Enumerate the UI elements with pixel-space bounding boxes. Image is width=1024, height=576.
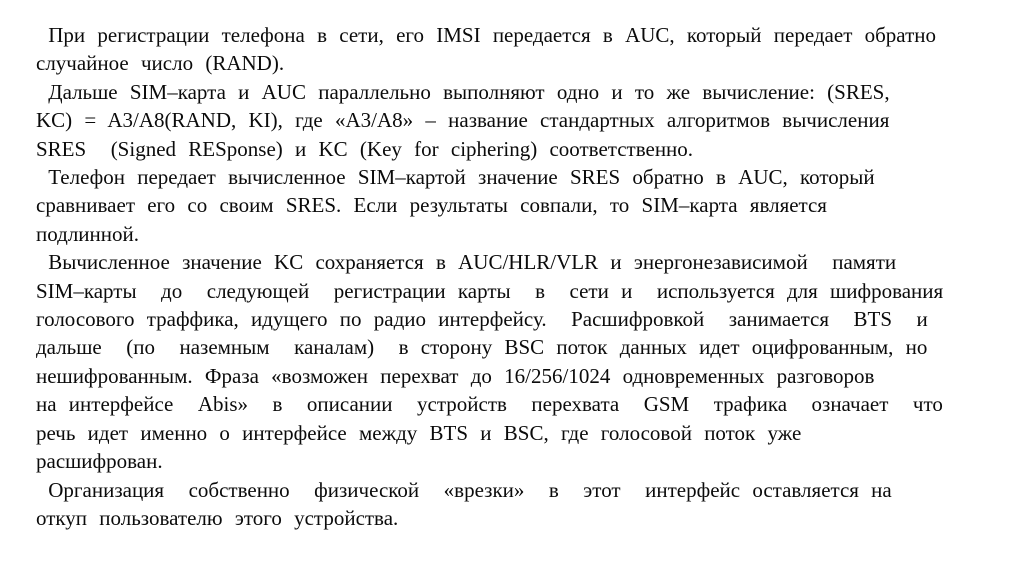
text-line: нешифрованным. Фраза «возможен перехват до 16/256/1024 одновременных разговоров — [36, 363, 875, 388]
text-line: случайное число (RAND). — [36, 51, 285, 76]
text-line: дальше (по наземным каналам) в сторону BSC поток данных идет оцифрованным, но — [36, 335, 928, 360]
text-line: KC) = A3/A8(RAND, KI), где «А3/А8» – название стандартных алгоритмов вычисления — [36, 108, 890, 133]
paragraph — [36, 78, 986, 163]
text-block — [36, 21, 986, 532]
paragraph — [36, 476, 986, 533]
text-line: расшифрован. — [36, 449, 163, 474]
text-line: SRES (Signed RESponse) и KC (Key for ciphering) соответственно. — [36, 136, 694, 161]
text-line: на интерфейсе Abis» в описании устройств перехвата GSM трафика означает что — [36, 392, 943, 417]
text-line: откуп пользователю этого устройства. — [36, 505, 399, 530]
text-line: Вычисленное значение KC сохраняется в AUC/HLR/VLR и энергонезависимой памяти — [36, 250, 897, 275]
text-line: голосового траффика, идущего по радио интерфейсу. Расшифровкой занимается BTS и — [36, 307, 928, 332]
paragraph — [36, 21, 986, 78]
text-line: Организация собственно физической «врезки» в этот интерфейс оставляется на — [36, 477, 892, 502]
text-line: речь идет именно о интерфейсе между BTS и BSC, где голосовой поток уже — [36, 420, 802, 445]
text-line: сравнивает его со своим SRES. Если результаты совпали, то SIM–карта является — [36, 193, 827, 218]
text-line: SIM–карты до следующей регистрации карты в сети и используется для шифрования — [36, 278, 944, 303]
text-line: Дальше SIM–карта и AUC параллельно выполняют одно и то же вычисление: (SRES, — [36, 79, 890, 104]
text-line: подлинной. — [36, 221, 140, 246]
paragraph — [36, 248, 986, 475]
text-line: При регистрации телефона в сети, его IMSI передается в AUC, который передает обратно — [36, 23, 937, 47]
text-line: Телефон передает вычисленное SIM–картой значение SRES обратно в AUC, который — [36, 165, 875, 190]
paragraph — [36, 163, 986, 248]
